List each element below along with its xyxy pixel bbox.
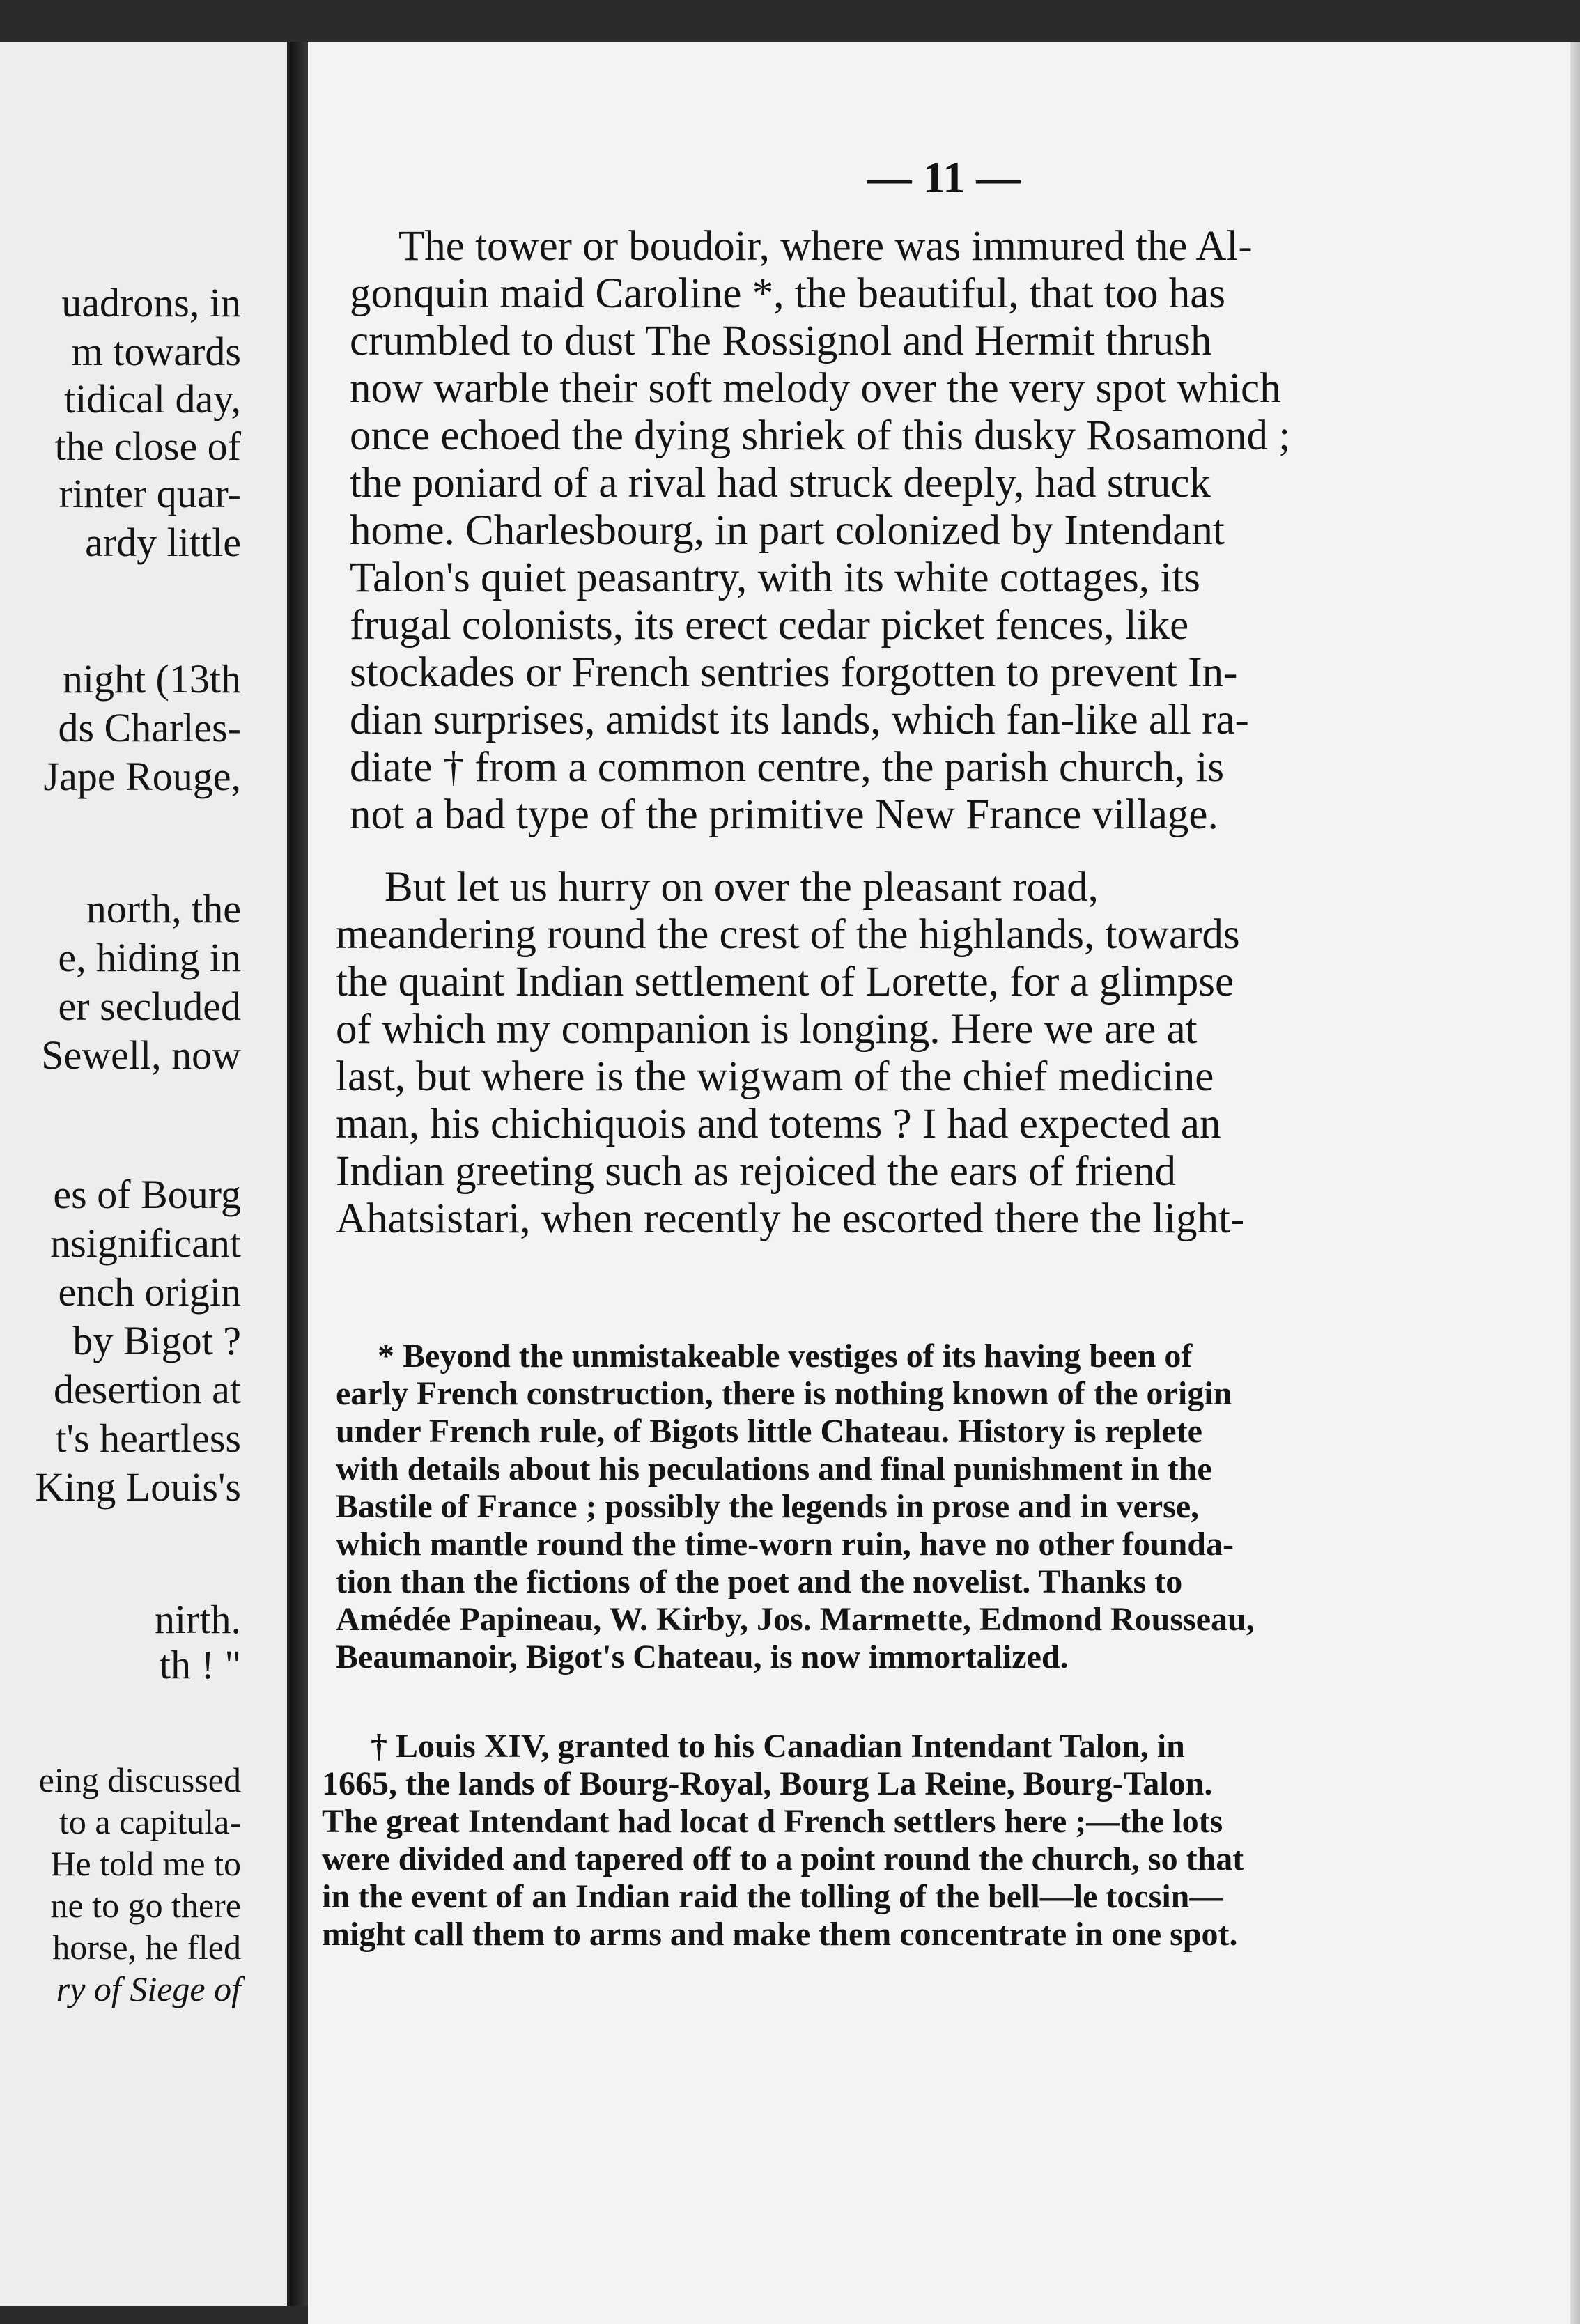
left-text-line: m towards xyxy=(71,329,241,374)
body-line: diate † from a common centre, the parish church, is xyxy=(350,744,1225,791)
left-text-line: t's heartless xyxy=(55,1416,241,1461)
body-line: now warble their soft melody over the very spot which xyxy=(350,365,1281,412)
left-text-line: th ! " xyxy=(159,1642,241,1687)
left-text-line: es of Bourg xyxy=(53,1172,241,1217)
left-text-line: ry of Siege of xyxy=(56,1969,241,2008)
left-text-line: Sewell, now xyxy=(41,1032,241,1078)
body-line: dian surprises, amidst its lands, which fan-like all ra- xyxy=(350,697,1249,743)
left-text-line: ardy little xyxy=(85,520,241,565)
body-line: of which my companion is longing. Here we are at xyxy=(336,1006,1198,1053)
left-text-line: Jape Rouge, xyxy=(43,754,241,799)
left-text-line: uadrons, in xyxy=(61,280,241,325)
footnote-line: might call them to arms and make them concentrate in one spot. xyxy=(322,1916,1238,1953)
body-line: the quaint Indian settlement of Lorette, for a glimpse xyxy=(336,959,1234,1005)
body-line: frugal colonists, its erect cedar picket fences, like xyxy=(350,602,1189,649)
footnote-line: in the event of an Indian raid the tolling of the bell—le tocsin— xyxy=(322,1878,1223,1915)
left-text-line: to a capitula- xyxy=(59,1802,241,1841)
footnote-line: tion than the fictions of the poet and the novelist. Thanks to xyxy=(336,1563,1183,1600)
footnote-line: The great Intendant had locat d French settlers here ;—the lots xyxy=(322,1803,1223,1840)
body-line: last, but where is the wigwam of the chief medicine xyxy=(336,1053,1214,1100)
page-edge xyxy=(1570,42,1580,2324)
body-line: Indian greeting such as rejoiced the ears of friend xyxy=(336,1148,1176,1195)
left-text-line: He told me to xyxy=(50,1844,241,1883)
footnote-line: under French rule, of Bigots little Chateau. History is replete xyxy=(336,1413,1202,1450)
left-text-line: e, hiding in xyxy=(58,935,241,980)
left-text-line: er secluded xyxy=(58,984,241,1029)
body-line: stockades or French sentries forgotten to prevent In- xyxy=(350,649,1238,696)
footnote-line: Bastile of France ; possibly the legends in prose and in verse, xyxy=(336,1488,1200,1525)
left-text-line: horse, he fled xyxy=(52,1928,241,1967)
footnote-line: were divided and tapered off to a point round the church, so that xyxy=(322,1841,1244,1877)
left-text-line: eing discussed xyxy=(38,1760,241,1799)
body-line: The tower or boudoir, where was immured the Al- xyxy=(398,223,1253,270)
body-line: not a bad type of the primitive New France village. xyxy=(350,791,1218,838)
left-text-line: by Bigot ? xyxy=(72,1318,241,1363)
book-gutter xyxy=(290,42,308,2306)
left-text-line: ds Charles- xyxy=(58,705,241,750)
left-text-line: desertion at xyxy=(54,1367,241,1412)
left-text-line: ench origin xyxy=(58,1269,241,1315)
footnote-line: Amédée Papineau, W. Kirby, Jos. Marmette, Edmond Rousseau, xyxy=(336,1601,1255,1638)
body-line: once echoed the dying shriek of this dusky Rosamond ; xyxy=(350,412,1291,459)
body-line: meandering round the crest of the highlands, towards xyxy=(336,911,1240,958)
footnote-line: * Beyond the unmistakeable vestiges of its having been of xyxy=(378,1338,1193,1374)
left-page-fragment xyxy=(0,42,290,2306)
left-text-line: north, the xyxy=(86,886,241,931)
left-text-line: night (13th xyxy=(62,656,241,702)
left-text-line: nsignificant xyxy=(50,1221,241,1266)
left-text-line: tidical day, xyxy=(64,376,241,421)
left-text-line: ne to go there xyxy=(50,1886,241,1925)
left-text-line: King Louis's xyxy=(35,1464,241,1510)
body-line: home. Charlesbourg, in part colonized by Intendant xyxy=(350,507,1225,554)
left-text-line: nirth. xyxy=(154,1597,241,1642)
body-line: Talon's quiet peasantry, with its white cottages, its xyxy=(350,555,1200,601)
right-page xyxy=(308,42,1580,2324)
body-line: the poniard of a rival had struck deeply, had struck xyxy=(350,460,1211,506)
left-text-line: the close of xyxy=(54,424,241,469)
footnote-line: Beaumanoir, Bigot's Chateau, is now immortalized. xyxy=(336,1639,1069,1675)
body-line: Ahatsistari, when recently he escorted there the light- xyxy=(336,1195,1245,1242)
body-line: gonquin maid Caroline *, the beautiful, that too has xyxy=(350,270,1226,317)
footnote-line: which mantle round the time-worn ruin, have no other founda- xyxy=(336,1526,1234,1563)
left-text-line: rinter quar- xyxy=(59,471,241,516)
footnote-line: with details about his peculations and final punishment in the xyxy=(336,1450,1212,1487)
body-line: But let us hurry on over the pleasant road, xyxy=(385,864,1099,911)
footnote-line: early French construction, there is nothing known of the origin xyxy=(336,1375,1232,1412)
footnote-line: † Louis XIV, granted to his Canadian Intendant Talon, in xyxy=(371,1728,1185,1765)
body-line: crumbled to dust The Rossignol and Hermit thrush xyxy=(350,318,1212,364)
body-line: man, his chichiquois and totems ? I had expected an xyxy=(336,1101,1221,1147)
footnote-line: 1665, the lands of Bourg-Royal, Bourg La Reine, Bourg-Talon. xyxy=(322,1765,1213,1802)
page-number: — 11 — xyxy=(867,153,1021,202)
